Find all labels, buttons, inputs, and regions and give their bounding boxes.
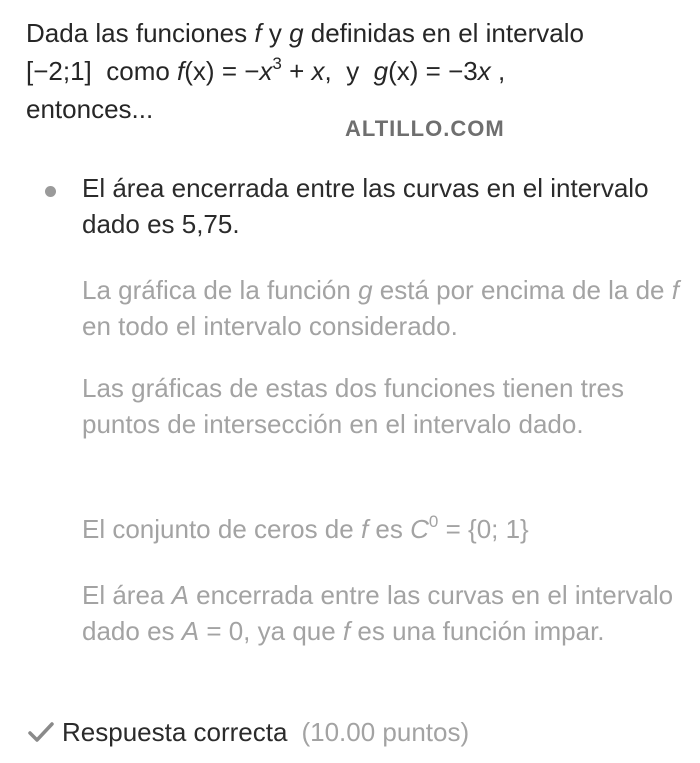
question-line-1: Dada las funciones f y g definidas en el intervalo — [26, 18, 584, 48]
check-icon — [28, 721, 54, 743]
result-feedback — [28, 714, 469, 750]
result-points: (10.00 puntos) — [301, 717, 470, 747]
option-1-text: El área encerrada entre las curvas en el intervalo dado es 5,75. — [82, 173, 649, 239]
option-3[interactable] — [82, 370, 682, 442]
option-2[interactable]: La gráfica de la función g está por encima de la de f en todo el intervalo considerado. — [82, 275, 679, 341]
option-3-text: Las gráficas de estas dos funciones tienen tres puntos de intersección en el intervalo dado. — [82, 373, 624, 439]
question-text — [26, 14, 694, 128]
question-line-3: entonces... — [26, 94, 154, 124]
result-label: Respuesta correcta — [62, 717, 288, 747]
option-4[interactable]: El conjunto de ceros de f es $C^0 = \{0$; 1} — [82, 512, 529, 544]
watermark: ALTILLO.COM — [345, 116, 505, 141]
option-1[interactable] — [82, 170, 682, 242]
question-line-2: [−2;1] como $f(x) = -x^3 + x$, y g(x) = −3x , — [26, 54, 506, 86]
option-5[interactable]: El área A encerrada entre las curvas en el intervalo dado es A = 0, ya que f es una función impar. — [82, 580, 674, 646]
selected-radio-indicator[interactable] — [45, 186, 56, 197]
